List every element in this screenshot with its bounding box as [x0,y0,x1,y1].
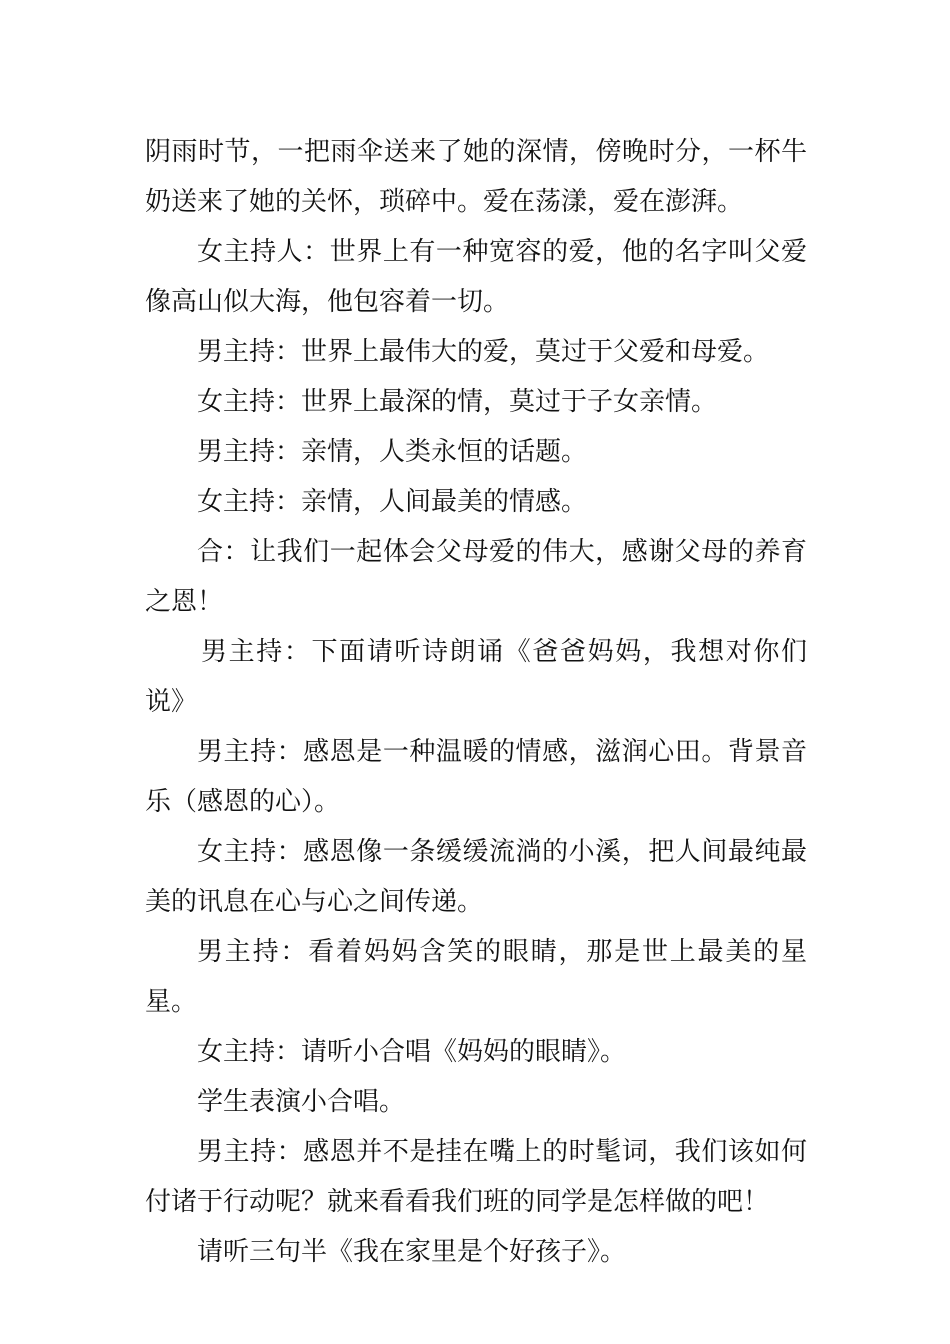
paragraph-male-host-4: 男主持：感恩是一种温暖的情感，滋润心田。背景音乐（感恩的心）。 [145,737,807,817]
paragraph-male-host-5: 男主持：看着妈妈含笑的眼睛，那是世上最美的星星。 [145,937,807,1017]
paragraph-female-host-2: 女主持：世界上最深的情，莫过于子女亲情。 [197,387,718,417]
paragraph-male-host-1: 男主持：世界上最伟大的爱，莫过于父爱和母爱。 [197,337,770,367]
paragraph-intro: 阴雨时节，一把雨伞送来了她的深情，傍晚时分，一杯牛奶送来了她的关怀，琐碎中。爱在荡漾，爱在澎湃。 [145,137,807,217]
paragraph-female-host-4: 女主持：感恩像一条缓缓流淌的小溪，把人间最纯最美的讯息在心与心之间传递。 [145,837,807,917]
paragraph-female-host-5: 女主持：请听小合唱《妈妈的眼睛》。 [197,1037,627,1067]
paragraph-male-host-3: 男主持：下面请听诗朗诵《爸爸妈妈，我想对你们说》 [145,637,807,717]
paragraph-female-host-1: 女主持人：世界上有一种宽容的爱，他的名字叫父爱像高山似大海，他包容着一切。 [145,237,807,317]
paragraph-male-host-6: 男主持：感恩并不是挂在嘴上的时髦词，我们该如何付诸于行动呢？就来看看我们班的同学是怎样做的吧！ [145,1137,807,1217]
document-body [145,127,807,1277]
paragraph-together: 合：让我们一起体会父母爱的伟大，感谢父母的养育之恩！ [145,537,807,617]
paragraph-female-host-3: 女主持：亲情，人间最美的情感。 [197,487,588,517]
paragraph-student-performance: 学生表演小合唱。 [197,1087,406,1117]
paragraph-male-host-2: 男主持：亲情，人类永恒的话题。 [197,437,588,467]
paragraph-closing: 请听三句半《我在家里是个好孩子》。 [197,1237,627,1267]
